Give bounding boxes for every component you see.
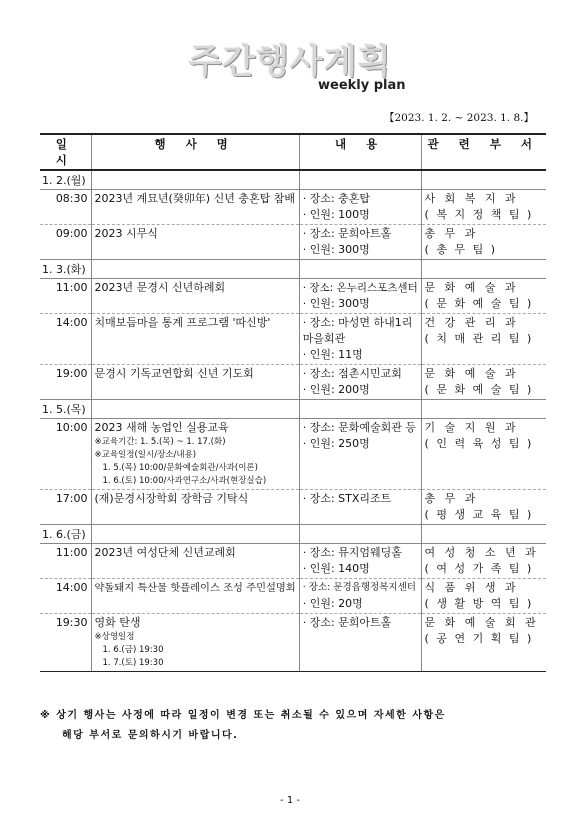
schedule-row — [40, 490, 546, 525]
team-name: ( 총 무 팀 ) — [424, 243, 497, 256]
event-detail-line: · 인원: 300명 — [302, 297, 370, 310]
event-cell — [91, 365, 299, 400]
event-time — [40, 579, 91, 614]
event-detail-line: · 인원: 140명 — [302, 562, 370, 575]
event-detail-line: · 장소: 뮤지엄웨딩홀 — [302, 546, 402, 559]
date-label: 1. 6.(금) — [40, 525, 91, 544]
department-name: 여 성 청 소 년 과 — [424, 546, 539, 559]
event-time — [40, 544, 91, 579]
event-time — [40, 225, 91, 260]
event-details — [299, 190, 421, 225]
date-row-spacer — [299, 400, 421, 419]
date-row — [40, 400, 546, 419]
department-name: 기 술 지 원 과 — [424, 421, 519, 434]
event-detail-line: · 장소: STX리조트 — [302, 492, 392, 505]
date-row-spacer — [421, 525, 546, 544]
document-subtitle: weekly plan — [318, 78, 406, 93]
department-name: 식 품 위 생 과 — [424, 581, 519, 594]
schedule-table-header — [40, 134, 546, 170]
team-name: ( 문 화 예 술 팀 ) — [424, 297, 534, 310]
date-row-spacer — [91, 525, 299, 544]
event-time-text: 14:00 — [55, 316, 88, 329]
date-label: 1. 3.(화) — [40, 260, 91, 279]
event-detail-line: 마을회관 — [302, 332, 346, 345]
event-title: 문경시 기독교연합회 신년 기도회 — [94, 367, 254, 380]
event-title: 영화 탄생 — [94, 616, 141, 629]
event-details — [299, 579, 421, 614]
schedule-table-body — [40, 170, 546, 672]
column-header-details: 내 용 — [299, 134, 421, 170]
event-note: 1. 7.(토) 19:30 — [102, 658, 164, 668]
date-row-spacer — [421, 170, 546, 190]
event-department — [421, 225, 546, 260]
event-cell — [91, 279, 299, 314]
event-detail-line: · 장소: 마성면 하내1리 — [302, 316, 413, 329]
date-row — [40, 170, 546, 190]
event-note: ※교육일정(일시/장소/내용) — [94, 450, 197, 460]
event-detail-line: · 장소: 문희아트홀 — [302, 227, 392, 240]
schedule-row — [40, 614, 546, 672]
event-department — [421, 279, 546, 314]
date-row-spacer — [299, 525, 421, 544]
date-row-spacer — [421, 260, 546, 279]
event-detail-line: · 장소: 문경읍행정복지센터 — [302, 582, 416, 593]
team-name: ( 복 지 정 책 팀 ) — [424, 208, 534, 221]
schedule-row — [40, 419, 546, 490]
schedule-row — [40, 544, 546, 579]
event-department — [421, 365, 546, 400]
event-note: 1. 6.(금) 19:30 — [102, 645, 164, 655]
footnote-line-1: ※ 상기 행사는 사정에 따라 일정이 변경 또는 취소될 수 있으며 자세한 사항은 — [40, 710, 446, 721]
event-time — [40, 314, 91, 365]
event-cell — [91, 225, 299, 260]
event-title: 2023 새해 농업인 실용교육 — [94, 421, 229, 434]
event-title: 2023년 계묘년(癸卯年) 신년 충혼탑 참배 — [94, 192, 295, 205]
event-detail-line: · 인원: 20명 — [302, 597, 363, 610]
event-details — [299, 490, 421, 525]
event-note: ※교육기간: 1. 5.(목) ~ 1. 17.(화) — [94, 437, 226, 447]
event-cell — [91, 544, 299, 579]
event-title: 2023 시무식 — [94, 227, 158, 240]
event-time-text: 14:00 — [55, 581, 88, 594]
event-detail-line: · 장소: 온누리스포츠센터 — [302, 282, 418, 294]
event-detail-line: · 장소: 문화예술회관 등 — [302, 421, 417, 434]
event-cell — [91, 614, 299, 672]
schedule-row — [40, 579, 546, 614]
event-cell — [91, 490, 299, 525]
schedule-row — [40, 314, 546, 365]
team-name: ( 문 화 예 술 팀 ) — [424, 383, 534, 396]
event-time-text: 11:00 — [55, 546, 88, 559]
event-department — [421, 544, 546, 579]
schedule-row — [40, 225, 546, 260]
team-name: ( 치 매 관 리 팀 ) — [424, 332, 534, 345]
date-row-spacer — [91, 400, 299, 419]
event-time — [40, 190, 91, 225]
event-note: 1. 6.(토) 10:00/사과연구소/사과(현장실습) — [102, 476, 267, 486]
event-details — [299, 279, 421, 314]
event-department — [421, 419, 546, 490]
event-details — [299, 314, 421, 365]
event-time — [40, 490, 91, 525]
department-name: 총 무 과 — [424, 227, 479, 240]
event-time — [40, 614, 91, 672]
document-title: 주간행사계획 — [188, 42, 392, 82]
event-note: 1. 5.(목) 10:00/문화예술회관/사과(이론) — [102, 463, 258, 473]
event-details — [299, 365, 421, 400]
event-title: 2023년 여성단체 신년교례회 — [94, 546, 236, 559]
schedule-period: 【2023. 1. 2. ~ 2023. 1. 8.】 — [383, 112, 534, 124]
event-detail-line: · 인원: 100명 — [302, 208, 370, 221]
event-cell — [91, 314, 299, 365]
team-name: ( 여 성 가 족 팀 ) — [424, 562, 534, 575]
event-details — [299, 225, 421, 260]
date-row — [40, 525, 546, 544]
event-department — [421, 190, 546, 225]
column-header-time: 일 시 — [40, 134, 91, 170]
date-label: 1. 2.(월) — [40, 170, 91, 190]
event-cell — [91, 419, 299, 490]
event-detail-line: · 인원: 11명 — [302, 348, 363, 361]
event-detail-line: · 인원: 200명 — [302, 383, 370, 396]
date-row-spacer — [299, 170, 421, 190]
team-name: ( 생 활 방 역 팀 ) — [424, 597, 534, 610]
department-name: 문 화 예 술 과 — [424, 281, 519, 294]
event-time-text: 17:00 — [55, 492, 88, 505]
date-row-spacer — [421, 400, 546, 419]
date-label: 1. 5.(목) — [40, 400, 91, 419]
event-time-text: 19:30 — [55, 616, 88, 629]
department-name: 건 강 관 리 과 — [424, 316, 519, 329]
date-row-spacer — [299, 260, 421, 279]
event-detail-line: · 장소: 충혼탑 — [302, 192, 371, 205]
event-note: ※상영일정 — [94, 632, 135, 642]
event-details — [299, 614, 421, 672]
event-title: 약돌돼지 특산물 핫플레이스 조성 주민설명회 — [94, 582, 296, 594]
schedule-row — [40, 190, 546, 225]
event-time — [40, 419, 91, 490]
event-time-text: 08:30 — [55, 192, 88, 205]
event-department — [421, 579, 546, 614]
event-cell — [91, 190, 299, 225]
event-title: (재)문경시장학회 장학금 기탁식 — [94, 492, 249, 505]
date-row-spacer — [91, 260, 299, 279]
event-detail-line: · 장소: 점촌시민교회 — [302, 367, 402, 380]
schedule-row — [40, 365, 546, 400]
team-name: ( 평 생 교 육 팀 ) — [424, 508, 534, 521]
event-time-text: 11:00 — [55, 281, 88, 294]
document-title-wrap — [0, 34, 580, 83]
column-header-event: 행 사 명 — [91, 134, 299, 170]
department-name: 문 화 예 술 회 관 — [424, 616, 539, 629]
event-time-text: 19:00 — [55, 367, 88, 380]
event-details — [299, 419, 421, 490]
event-department — [421, 490, 546, 525]
event-cell — [91, 579, 299, 614]
event-details — [299, 544, 421, 579]
event-detail-line: · 장소: 문희아트홀 — [302, 616, 392, 629]
event-title: 치매보듬마을 통계 프로그램 '따신방' — [94, 316, 271, 329]
column-header-department: 관 련 부 서 — [421, 134, 546, 170]
department-name: 사 회 복 지 과 — [424, 192, 519, 205]
schedule-row — [40, 279, 546, 314]
department-name: 문 화 예 술 과 — [424, 367, 519, 380]
event-detail-line: · 인원: 300명 — [302, 243, 370, 256]
schedule-table — [40, 133, 546, 672]
footnote — [40, 706, 550, 746]
event-time-text: 10:00 — [55, 421, 88, 434]
event-department — [421, 314, 546, 365]
event-detail-line: · 인원: 250명 — [302, 437, 370, 450]
page-number: - 1 - — [280, 795, 300, 806]
event-department — [421, 614, 546, 672]
event-time — [40, 279, 91, 314]
event-time-text: 09:00 — [55, 227, 88, 240]
department-name: 총 무 과 — [424, 492, 479, 505]
footnote-line-2: 해당 부서로 문의하시기 바랍니다. — [62, 730, 239, 741]
event-time — [40, 365, 91, 400]
team-name: ( 공 연 기 획 팀 ) — [424, 632, 534, 645]
date-row-spacer — [91, 170, 299, 190]
team-name: ( 인 력 육 성 팀 ) — [424, 437, 534, 450]
event-title: 2023년 문경시 신년하례회 — [94, 281, 226, 294]
date-row — [40, 260, 546, 279]
